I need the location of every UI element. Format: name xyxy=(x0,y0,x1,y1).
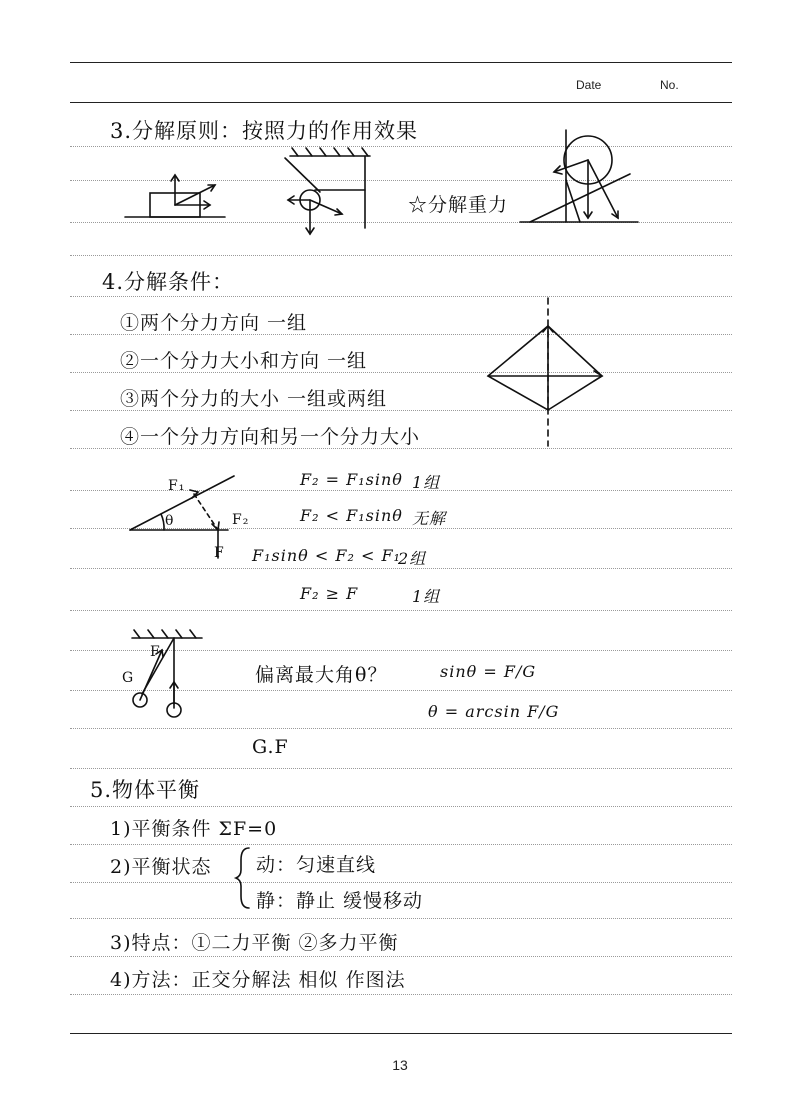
ruled-line xyxy=(70,728,732,729)
ruled-line xyxy=(70,296,732,297)
condition-item-4: ④一个分力方向和另一个分力大小 xyxy=(120,426,421,448)
ruled-line xyxy=(70,994,732,995)
equilibrium-state: 2)平衡状态 xyxy=(110,856,212,878)
state-brace xyxy=(236,846,252,910)
condition-eq-4: F₂ ≥ F xyxy=(300,584,359,603)
equilibrium-features: 3)特点：①二力平衡 ②多力平衡 xyxy=(110,932,399,954)
sphere-on-wedge-diagram xyxy=(520,130,640,226)
ruled-line xyxy=(70,956,732,957)
rhombus-force-diagram xyxy=(488,298,608,446)
equilibrium-methods: 4)方法：正交分解法 相似 作图法 xyxy=(110,969,406,991)
section4-title: 4.分解条件： xyxy=(102,270,235,294)
ruled-line xyxy=(70,844,732,845)
ruled-line xyxy=(70,255,732,256)
condition-res-4: 1组 xyxy=(412,587,441,606)
header-bottom-line xyxy=(70,102,732,103)
condition-item-3: ③两个分力的大小 一组或两组 xyxy=(120,388,388,410)
given-quantities: G.F xyxy=(252,736,289,758)
block-on-surface-diagram xyxy=(125,165,225,225)
ball-on-incline-wall-diagram xyxy=(270,148,380,238)
condition-eq-1: F₂ = F₁sinθ xyxy=(300,470,403,489)
ruled-line xyxy=(70,610,732,611)
label-f2: F₂ xyxy=(232,512,250,528)
pendulum-label-g: G xyxy=(122,670,135,686)
state-dynamic: 动：匀速直线 xyxy=(256,854,377,876)
ruled-line xyxy=(70,918,732,919)
condition-eq-2: F₂ < F₁sinθ xyxy=(300,506,403,525)
section3-title: 3.分解原则：按照力的作用效果 xyxy=(110,119,419,143)
equilibrium-condition: 1)平衡条件 ΣF=0 xyxy=(110,818,278,840)
label-theta: θ xyxy=(165,513,175,529)
ruled-line xyxy=(70,806,732,807)
ruled-line xyxy=(70,882,732,883)
max-angle-question: 偏离最大角θ？ xyxy=(255,664,388,686)
no-label: No. xyxy=(660,78,679,92)
condition-eq-3: F₁sinθ < F₂ < F₁ xyxy=(252,546,401,565)
force-triangle-diagram xyxy=(128,470,248,570)
pendulum-label-f: F xyxy=(150,644,161,660)
footer-line xyxy=(70,1033,732,1034)
arcsin-formula: θ = arcsin F/G xyxy=(428,702,560,721)
section5-title: 5.物体平衡 xyxy=(90,778,201,802)
condition-item-1: ①两个分力方向 一组 xyxy=(120,312,308,334)
condition-res-1: 1组 xyxy=(412,473,441,492)
state-static: 静：静止 缓慢移动 xyxy=(256,890,424,912)
label-f: F xyxy=(214,545,225,561)
page-number: 13 xyxy=(392,1057,408,1073)
date-label: Date xyxy=(576,78,602,92)
header-top-line xyxy=(70,62,732,63)
condition-item-2: ②一个分力大小和方向 一组 xyxy=(120,350,368,372)
condition-res-2: 无解 xyxy=(412,509,447,528)
gravity-decomposition-note: ☆分解重力 xyxy=(408,194,509,216)
ruled-line xyxy=(70,768,732,769)
condition-res-3: 2组 xyxy=(398,549,427,568)
sine-formula: sinθ = F/G xyxy=(440,662,537,681)
label-f1: F₁ xyxy=(168,478,186,494)
